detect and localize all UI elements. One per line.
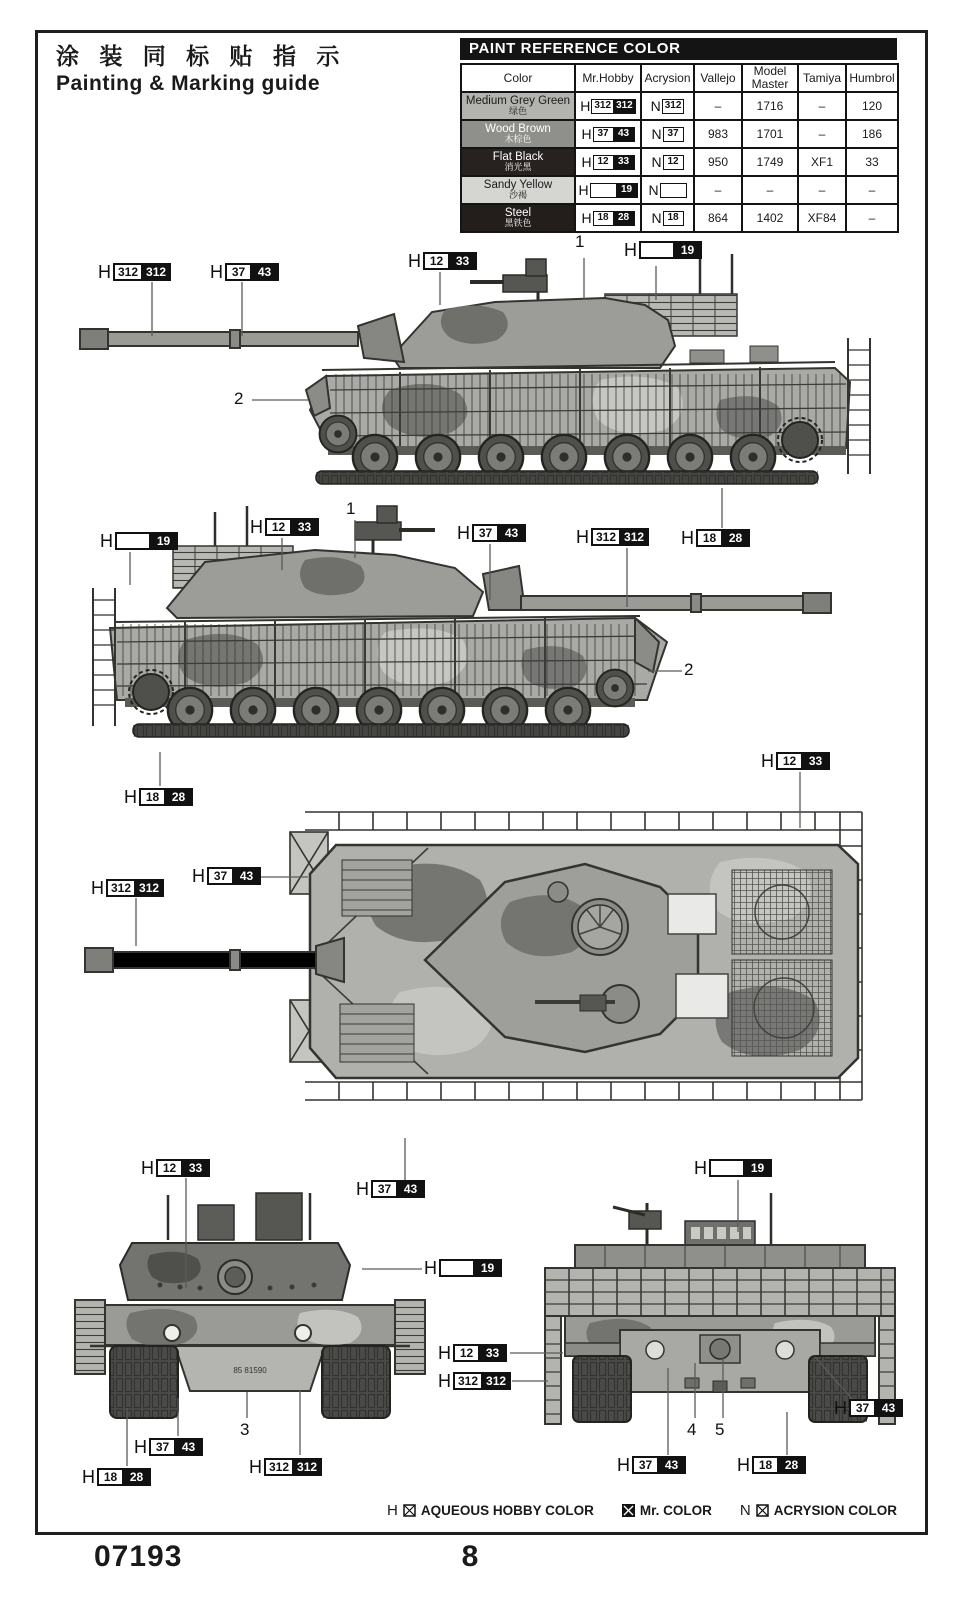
acrysion-code: N 312 [642, 99, 693, 114]
table-row [461, 92, 898, 120]
modelmaster-cell: 1402 [742, 204, 798, 232]
table-row [461, 204, 898, 232]
part-number-callout: 4 [687, 1420, 697, 1439]
tank-top-view [80, 752, 880, 1138]
legend-mr-color: Mr. COLOR [622, 1503, 712, 1518]
remote-weapon-station [256, 1193, 302, 1240]
part-number-callout: 1 [346, 499, 356, 518]
tail-light-icon [776, 1341, 794, 1359]
commander-cupola [685, 1221, 755, 1247]
rear-slat-rack [545, 1268, 895, 1316]
tamiya-cell: – [798, 176, 846, 204]
col-humbrol: Humbrol [846, 64, 898, 92]
tank-rear-view [535, 1185, 905, 1430]
paint-callout-sandy: H 19 [424, 1258, 502, 1278]
title-chinese: 涂 装 同 标 贴 指 示 [56, 43, 347, 69]
tank-front-view [70, 1185, 430, 1425]
commander-hatch [572, 899, 628, 955]
gunner-sight [198, 1205, 234, 1240]
vallejo-cell: 864 [694, 204, 742, 232]
paint-callout-brown: H 37 43 [356, 1179, 425, 1199]
vallejo-cell: 983 [694, 120, 742, 148]
col-color: Color [461, 64, 575, 92]
table-row [461, 120, 898, 148]
part-number-callout: 3 [240, 1420, 250, 1439]
tamiya-cell: XF84 [798, 204, 846, 232]
turret-camo-patch [147, 1252, 200, 1283]
col-tamiya: Tamiya [798, 64, 846, 92]
tamiya-cell: XF1 [798, 148, 846, 176]
remote-weapon-station [355, 506, 435, 560]
vallejo-cell: – [694, 92, 742, 120]
part-number-callout: 2 [234, 389, 244, 408]
turret-rear [575, 1245, 865, 1268]
modelmaster-cell: – [742, 176, 798, 204]
modelmaster-cell: 1701 [742, 120, 798, 148]
paint-callout-green: H 312 312 [91, 878, 164, 898]
headlight-icon [295, 1325, 311, 1341]
turret [392, 298, 675, 368]
hull-camo-patch [126, 1309, 197, 1346]
paint-callout-brown: H 37 43 [834, 1398, 903, 1418]
antenna-icon [700, 254, 732, 300]
tail-light-icon [646, 1341, 664, 1359]
gun-mantlet [358, 314, 404, 362]
gun-barrel [521, 593, 831, 613]
color-swatch-cell [461, 176, 575, 204]
humbrol-cell: 186 [846, 120, 898, 148]
color-swatch-cell [461, 148, 575, 176]
col-mrhobby: Mr.Hobby [575, 64, 641, 92]
part-number-callout: 2 [684, 660, 694, 679]
mudguard [820, 1343, 875, 1356]
col-acrysion: Acrysion [641, 64, 694, 92]
vallejo-cell: – [694, 176, 742, 204]
humbrol-cell: – [846, 176, 898, 204]
paint-table [460, 63, 899, 233]
modelmaster-cell: 1749 [742, 148, 798, 176]
color-swatch-cell [461, 120, 575, 148]
paint-callout-brown: H 37 43 [457, 523, 526, 543]
rear-slat-frame [848, 338, 870, 474]
stowage-bin [668, 894, 716, 934]
paint-callout-brown: H 37 43 [210, 262, 279, 282]
paint-name-en: Flat Black [492, 151, 544, 164]
paint-name-cn: 绿色 [508, 106, 527, 117]
acrysion-code: N 12 [642, 155, 693, 170]
acrysion-code: N [642, 183, 693, 198]
humbrol-cell: – [846, 204, 898, 232]
table-header-bar: PAINT REFERENCE COLOR [460, 38, 897, 60]
paint-name-en: Steel [504, 207, 532, 220]
mrhobby-code: H 37 43 [576, 127, 640, 142]
title-english: Painting & Marking guide [56, 71, 321, 95]
mrhobby-code: H 19 [576, 183, 640, 198]
col-vallejo: Vallejo [694, 64, 742, 92]
paint-callout-brown: H 37 43 [134, 1437, 203, 1457]
paint-callout-steel: H 18 28 [737, 1455, 806, 1475]
license-plate-text: 85 81590 [233, 1366, 267, 1375]
tank-side-view-right [60, 250, 875, 495]
paint-callout-green: H 312 312 [98, 262, 171, 282]
kit-number: 07193 [94, 1540, 183, 1573]
color-swatch-cell [461, 92, 575, 120]
part-number-callout: 1 [575, 232, 585, 251]
paint-name-en: Medium Grey Green [465, 95, 571, 108]
paint-callout-steel: H 18 28 [681, 528, 750, 548]
periscope [548, 882, 568, 902]
part-number-callout: 5 [715, 1420, 725, 1439]
vallejo-cell: 950 [694, 148, 742, 176]
humbrol-cell: 120 [846, 92, 898, 120]
paint-callout-steel: H 18 28 [82, 1467, 151, 1487]
paint-callout-sandy: H 19 [694, 1158, 772, 1178]
table-row [461, 176, 898, 204]
mrhobby-code: H 312 312 [576, 99, 640, 114]
paint-callout-black: H 12 33 [141, 1158, 210, 1178]
col-modelmaster: Model Master [742, 64, 798, 92]
gun-mantlet-cover [218, 1260, 252, 1294]
humbrol-cell: 33 [846, 148, 898, 176]
gun-barrel [85, 938, 344, 982]
gun-barrel [80, 329, 358, 349]
paint-callout-black: H 12 33 [438, 1343, 507, 1363]
paint-name-cn: 沙褐 [508, 190, 527, 201]
paint-name-en: Wood Brown [485, 123, 551, 136]
x-box-filled-icon [622, 1504, 635, 1517]
tamiya-cell: – [798, 120, 846, 148]
color-swatch-cell [461, 204, 575, 232]
paint-callout-brown: H 37 43 [192, 866, 261, 886]
table-column-header-row [461, 64, 898, 92]
rear-plate [620, 1330, 820, 1392]
paint-name-cn: 木棕色 [504, 134, 532, 145]
tow-hook-icon [741, 1378, 755, 1388]
paint-system-legend [387, 1502, 897, 1519]
deck-box [690, 350, 724, 363]
mrhobby-code: H 12 33 [576, 155, 640, 170]
rear-slat-frame [93, 588, 115, 726]
acrysion-code: N 37 [642, 127, 693, 142]
x-box-icon [756, 1504, 769, 1517]
paint-name-en: Sandy Yellow [483, 179, 553, 192]
mrhobby-code: H 18 28 [576, 211, 640, 226]
paint-callout-black: H 12 33 [408, 251, 477, 271]
legend-aqueous: H AQUEOUS HOBBY COLOR [387, 1502, 594, 1519]
rear-deck-mesh [732, 870, 832, 1056]
x-box-icon [403, 1504, 416, 1517]
tamiya-cell: – [798, 92, 846, 120]
paint-callout-steel: H 18 28 [124, 787, 193, 807]
turret-camo-patch [300, 557, 365, 595]
paint-callout-black: H 12 33 [250, 517, 319, 537]
page-number: 8 [461, 1540, 479, 1573]
mudguard [565, 1343, 620, 1356]
table-row [461, 148, 898, 176]
paint-callout-green: H 312 312 [576, 527, 649, 547]
headlight-icon [164, 1325, 180, 1341]
modelmaster-cell: 1716 [742, 92, 798, 120]
paint-name-cn: 黑铁色 [504, 218, 532, 229]
paint-callout-green: H 312 312 [249, 1457, 322, 1477]
stowage-bin [676, 974, 728, 1018]
legend-acrysion: N ACRYSION COLOR [739, 1502, 897, 1519]
paint-callout-green: H 312 312 [438, 1371, 511, 1391]
paint-callout-sandy: H 19 [624, 240, 702, 260]
rear-hatch [710, 1339, 730, 1359]
acrysion-code: N 18 [642, 211, 693, 226]
paint-name-cn: 消光黑 [504, 162, 532, 173]
remote-weapon-station [613, 1203, 661, 1245]
deck-box [750, 346, 778, 362]
center-tow-hook-icon [713, 1381, 727, 1392]
tow-hook-icon [685, 1378, 699, 1388]
page-title [56, 42, 346, 97]
paint-callout-brown: H 37 43 [617, 1455, 686, 1475]
paint-reference-table [460, 38, 897, 233]
paint-callout-black: H 12 33 [761, 751, 830, 771]
paint-callout-sandy: H 19 [100, 531, 178, 551]
gun-mantlet [483, 566, 525, 610]
